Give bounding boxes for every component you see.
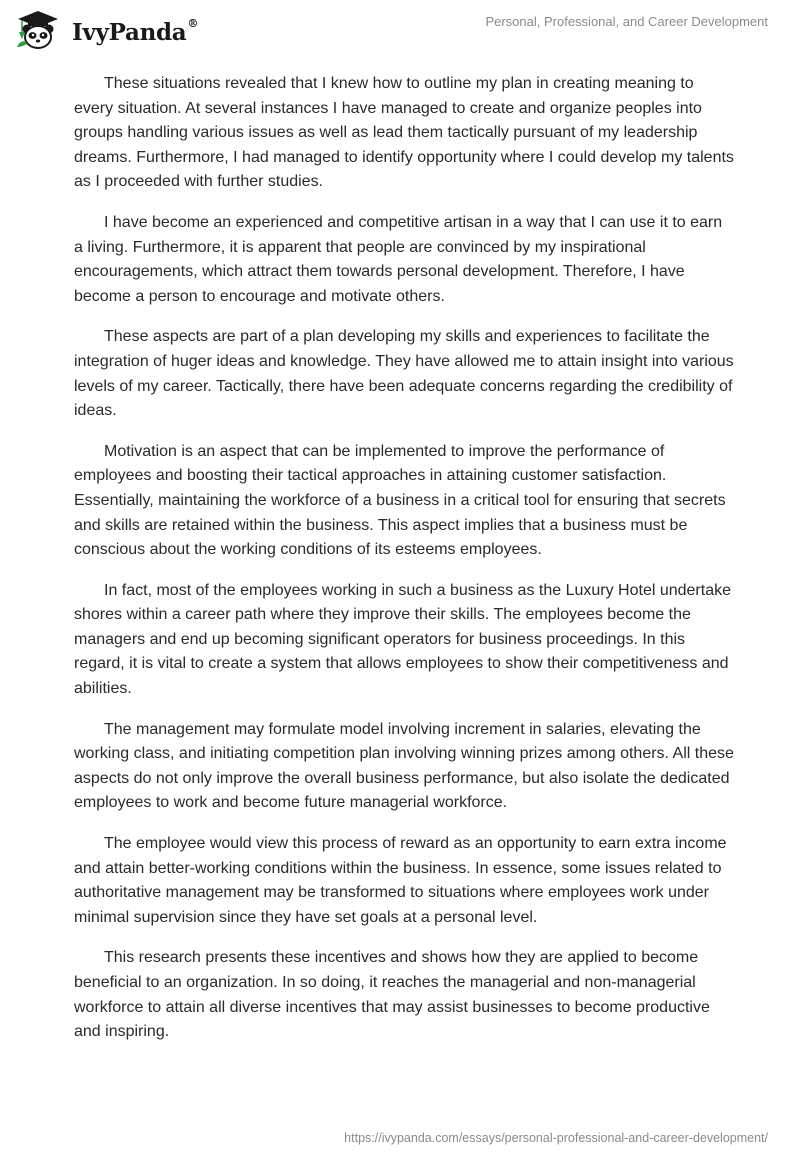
paragraph: These aspects are part of a plan developing my skills and experiences to facilitate the integration of huger ideas and knowledge. They have allowed me to attain insight into various levels of my career. Tactically, there have been adequate concerns regarding the credibility of ideas.: [74, 328, 734, 420]
page-header: [0, 0, 800, 60]
paragraph: I have become an experienced and competitive artisan in a way that I can use it to earn a living. Furthermore, it is apparent that people are convinced by my inspirational encouragements, which attract them towards personal development. Therefore, I have become a person to encourage and motivate others.: [74, 213, 723, 305]
brand-name: IvyPanda®: [72, 16, 199, 46]
essay-body: [74, 72, 734, 1061]
paragraph: In fact, most of the employees working in such a business as the Luxury Hotel undertake shores within a career path where they improve their skills. The employees become the managers and end up becoming significant operators for business proceedings. In this regard, it is vital to create a system that allows employees to show their competitiveness and abilities.: [74, 581, 731, 698]
paragraph: These situations revealed that I knew how to outline my plan in creating meaning to every situation. At several instances I have managed to create and organize peoples into groups handling various issues as well as lead them tactically pursuant of my leadership dreams. Furthermore, I had managed to identify opportunity where I could develop my talents as I proceeded with further studies.: [74, 75, 734, 191]
paragraph: The employee would view this process of reward as an opportunity to earn extra income and attain better-working conditions within the business. In essence, some issues related to authoritative management may be transformed to situations where employees work under minimal supervision since they have set goals at a personal level.: [74, 835, 727, 926]
paragraph: Motivation is an aspect that can be implemented to improve the performance of employees and boosting their tactical approaches in attaining customer satisfaction. Essentially, maintaining the workforce of a business in a critical tool for ensuring that secrets and skills are retained within the business. This aspect implies that a business must be conscious about the working conditions of its esteems employees.: [74, 442, 726, 559]
paragraph: This research presents these incentives and shows how they are applied to become beneficial to an organization. In so doing, it reaches the managerial and non-managerial workforce to attain all diverse incentives that may assist businesses to become productive and inspiring.: [74, 949, 710, 1041]
document-title: Personal, Professional, and Career Development: [485, 14, 768, 29]
source-url-link[interactable]: https://ivypanda.com/essays/personal-professional-and-career-development/: [344, 1131, 768, 1145]
registered-mark: ®: [187, 16, 199, 30]
panda-graduate-icon: [14, 10, 62, 50]
ivypanda-logo[interactable]: [14, 10, 198, 50]
paragraph: The management may formulate model involving increment in salaries, elevating the working class, and initiating competition plan involving winning prizes among others. All these aspects do not only improve the overall business performance, but also isolate the dedicated employees to work and become future managerial workforce.: [74, 720, 734, 812]
